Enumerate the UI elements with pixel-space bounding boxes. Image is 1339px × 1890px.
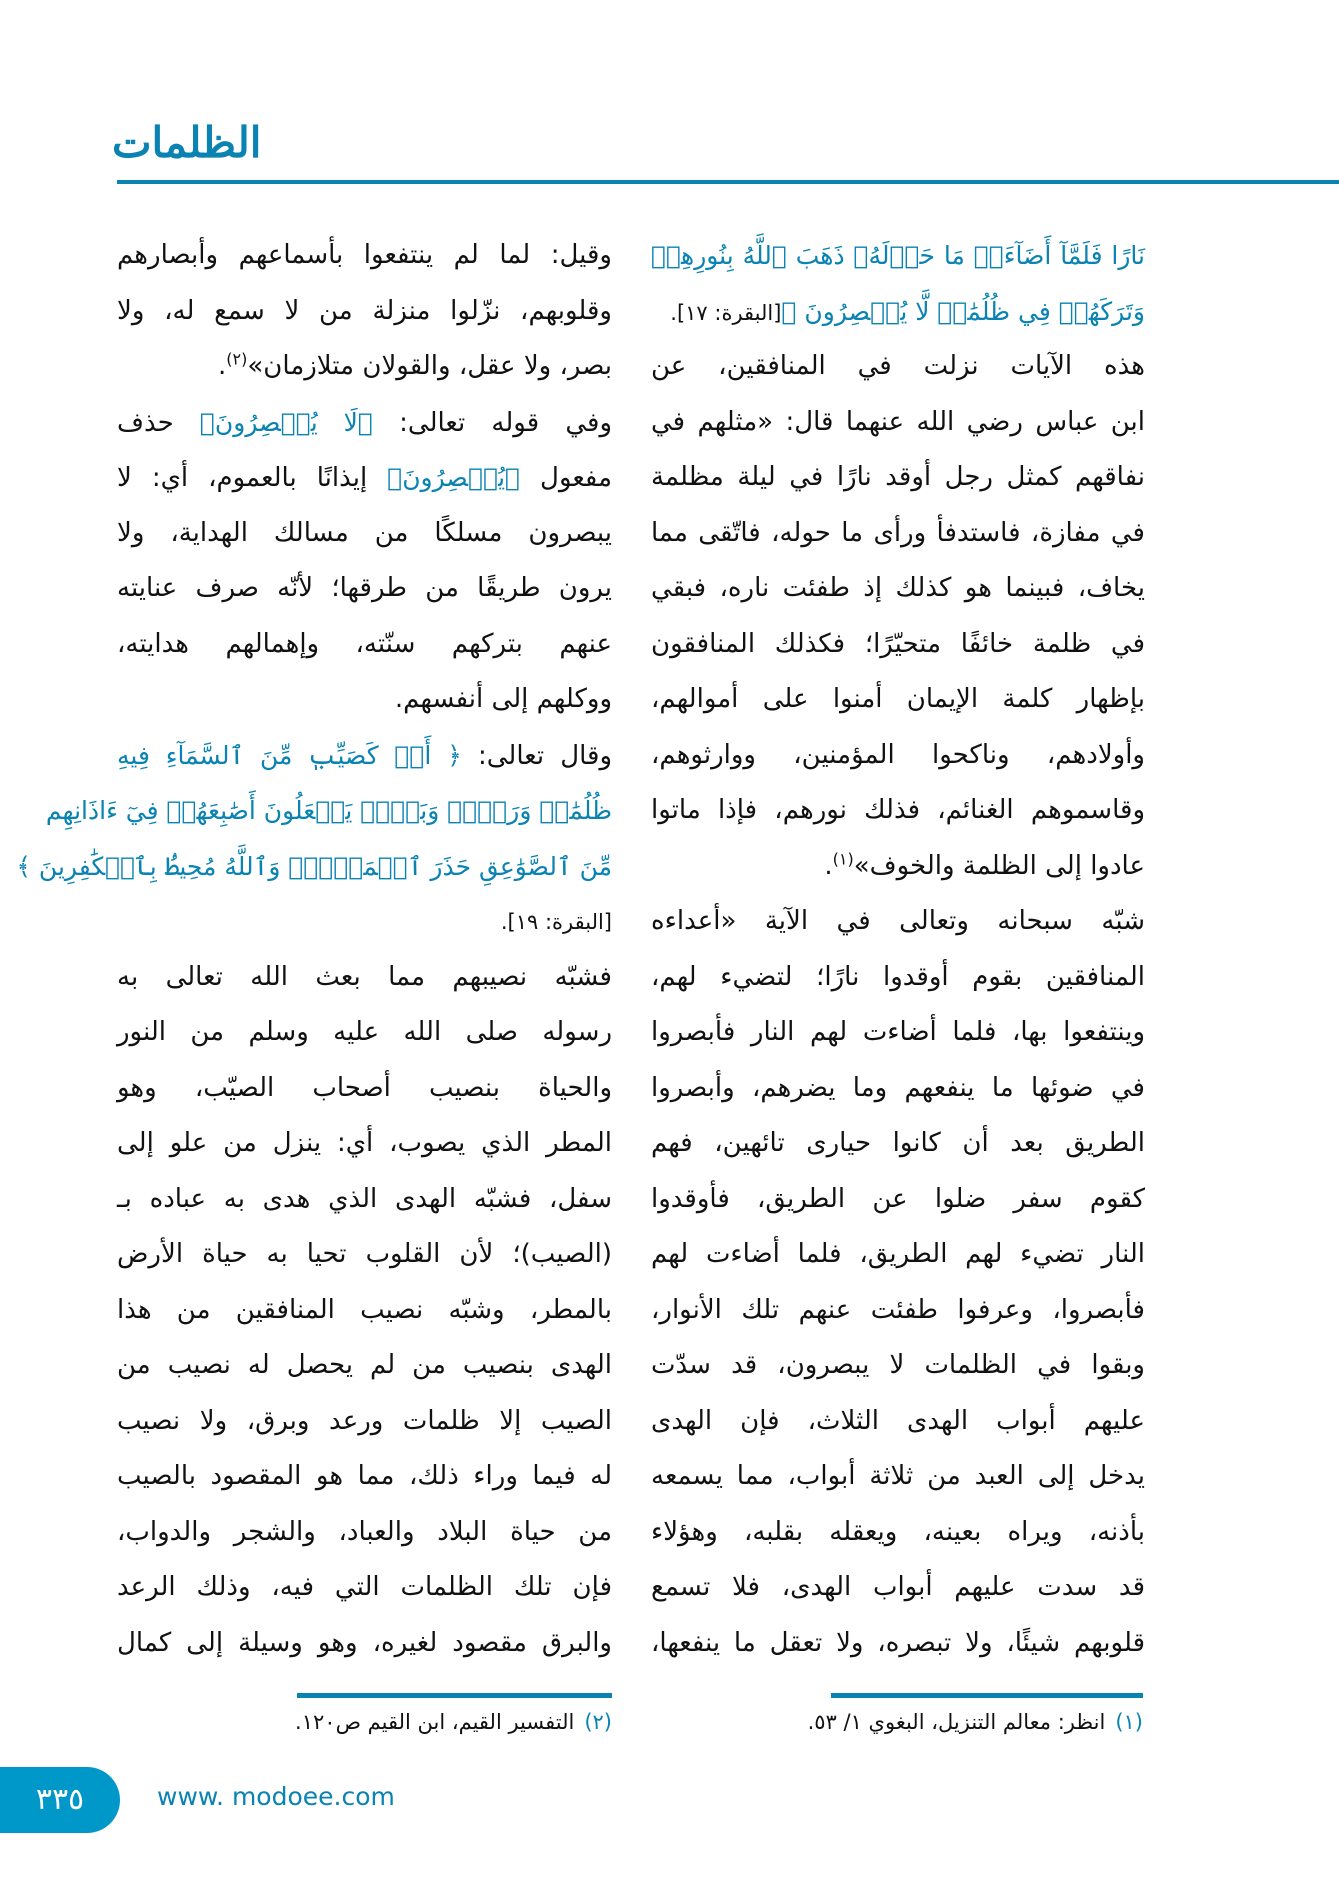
text-line bbox=[117, 506, 612, 562]
body-text: في ظلمة خائفًا متحيّرًا؛ فكذلك المنافقون bbox=[651, 628, 1145, 659]
body-text: في ضوئها ما ينفعهم وما يضرهم، وأبصروا bbox=[651, 1072, 1145, 1103]
body-text: فإن تلك الظلمات التي فيه، وذلك الرعد bbox=[117, 1572, 612, 1602]
body-text: يرون طريقًا من طرقها؛ لأنّه صرف عنايته bbox=[117, 573, 612, 603]
text-line bbox=[117, 728, 612, 784]
body-text: عنهم بتركهم سنّته، وإهمالهم هدايته، bbox=[117, 628, 612, 659]
body-text: والحياة بنصيب أصحاب الصيّب، وهو bbox=[117, 1072, 612, 1103]
text-line bbox=[16, 839, 612, 895]
text-line bbox=[117, 1616, 612, 1672]
text-line bbox=[117, 1227, 612, 1283]
text-line bbox=[117, 395, 612, 451]
text-line bbox=[651, 1449, 1145, 1505]
body-text: ووكلهم إلى أنفسهم. bbox=[394, 684, 612, 714]
body-text: بأذنه، ويراه بعينه، ويعقله بقلبه، وهؤلاء bbox=[651, 1516, 1145, 1547]
footnote-number: (٢) bbox=[584, 1710, 612, 1734]
body-text: والبرق مقصود لغيره، وهو وسيلة إلى كمال bbox=[117, 1627, 612, 1658]
body-text: الهدى بنصيب من لم يحصل له نصيب من bbox=[117, 1350, 612, 1380]
body-text: النار تضيء لهم الطريق، فلما أضاءت لهم bbox=[651, 1239, 1145, 1269]
text-line bbox=[651, 228, 1145, 284]
text-line bbox=[651, 1005, 1145, 1061]
text-line bbox=[651, 1172, 1145, 1228]
text-line bbox=[651, 339, 1145, 395]
body-text: وقيل: لما لم ينتفعوا بأسماعهم وأبصارهم bbox=[117, 240, 612, 270]
text-line bbox=[651, 1505, 1145, 1561]
text-line bbox=[651, 783, 1145, 839]
body-text: رسوله صلى الله عليه وسلم من النور bbox=[117, 1017, 612, 1047]
text-line bbox=[117, 1116, 612, 1172]
verse-citation: [البقرة: ١٧]. bbox=[670, 300, 782, 325]
text-line bbox=[651, 894, 1145, 950]
body-text: . bbox=[218, 351, 227, 381]
body-text: قلوبهم شيئًا، ولا تبصره، ولا تعقل ما ينفعها، bbox=[651, 1627, 1145, 1658]
text-line bbox=[651, 284, 1145, 340]
body-text: وبقوا في الظلمات لا يبصرون، قد سدّت bbox=[651, 1350, 1145, 1380]
text-line bbox=[651, 617, 1145, 673]
body-text: شبّه سبحانه وتعالى في الآية «أعداءه bbox=[651, 906, 1145, 936]
footnote-text: التفسير القيم، ابن القيم ص١٢٠. bbox=[295, 1710, 575, 1734]
text-line bbox=[117, 1449, 612, 1505]
body-text: يخاف، فبينما هو كذلك إذ طفئت ناره، فبقي bbox=[651, 573, 1145, 603]
text-line bbox=[117, 672, 612, 728]
body-text: من حياة البلاد والعباد، والشجر والدواب، bbox=[117, 1516, 612, 1547]
quran-verse: ﴿لَا يُبۡصِرُونَ﴾ bbox=[199, 407, 373, 437]
text-line bbox=[117, 561, 612, 617]
text-line bbox=[117, 1560, 612, 1616]
left-column bbox=[16, 228, 612, 1671]
text-line bbox=[651, 506, 1145, 562]
header-rule bbox=[117, 180, 1339, 184]
text-line bbox=[651, 672, 1145, 728]
text-line bbox=[651, 395, 1145, 451]
text-line bbox=[651, 1227, 1145, 1283]
text-line bbox=[651, 839, 1145, 895]
chapter-title: الظلمات bbox=[112, 118, 262, 167]
text-line bbox=[651, 1338, 1145, 1394]
body-text: وقاسموهم الغنائم، فذلك نورهم، فإذا ماتوا bbox=[651, 795, 1145, 825]
text-line bbox=[117, 450, 612, 506]
text-line bbox=[651, 1061, 1145, 1117]
body-text: يبصرون مسلكًا من مسالك الهداية، ولا bbox=[117, 517, 612, 548]
body-text: الطريق بعد أن كانوا حيارى تائهين، فهم bbox=[651, 1128, 1145, 1158]
body-text: عليهم أبواب الهدى الثلاث، فإن الهدى bbox=[651, 1405, 1145, 1436]
body-text: قد سدت عليهم أبواب الهدى، فلا تسمع bbox=[651, 1572, 1145, 1602]
text-line bbox=[651, 1116, 1145, 1172]
quran-verse: ﴿ أَوۡ كَصَيِّبٖ مِّنَ ٱلسَّمَآءِ فِيهِ bbox=[117, 740, 462, 770]
body-text: (الصيب)؛ لأن القلوب تحيا به حياة الأرض bbox=[117, 1239, 612, 1269]
quran-verse: ظُلُمَٰتٞ وَرَعۡدٞ وَبَرۡقٞ يَجۡعَلُونَ أَصَٰبِعَهُمۡ فِيٓ ءَاذَانِهِم bbox=[45, 796, 612, 825]
body-text: يدخل إلى العبد من ثلاثة أبواب، مما يسمعه bbox=[651, 1461, 1145, 1491]
body-text: نفاقهم كمثل رجل أوقد نارًا في ليلة مظلمة bbox=[651, 462, 1145, 492]
text-line bbox=[117, 1394, 612, 1450]
body-text: هذه الآيات نزلت في المنافقين، عن bbox=[651, 351, 1145, 381]
text-line bbox=[117, 1505, 612, 1561]
body-text: في مفازة، فاستدفأ ورأى ما حوله، فاتّقى مما bbox=[651, 517, 1145, 548]
quran-verse: نَارًا فَلَمَّآ أَضَآءَتۡ مَا حَوۡلَهُۥ ذَهَبَ ٱللَّهُ بِنُورِهِمۡ bbox=[651, 241, 1145, 270]
text-line bbox=[651, 728, 1145, 784]
text-line bbox=[117, 339, 612, 395]
quran-verse: ﴿يُبۡصِرُونَ﴾ bbox=[387, 463, 521, 492]
body-text: بالمطر، وشبّه نصيب المنافقين من هذا bbox=[117, 1294, 612, 1325]
body-text: الصيب إلا ظلمات ورعد وبرق، ولا نصيب bbox=[117, 1405, 612, 1436]
body-text: كقوم سفر ضلوا عن الطريق، فأوقدوا bbox=[651, 1183, 1145, 1214]
text-line bbox=[117, 1283, 612, 1339]
body-text: وأولادهم، وناكحوا المؤمنين، ووارثوهم، bbox=[651, 739, 1145, 770]
text-line bbox=[651, 450, 1145, 506]
body-text: وقال تعالى: bbox=[461, 740, 612, 771]
text-line bbox=[651, 561, 1145, 617]
footnote-1 bbox=[808, 1710, 1143, 1734]
body-text: له فيما وراء ذلك، مما هو المقصود بالصيب bbox=[117, 1461, 612, 1491]
text-line bbox=[117, 950, 612, 1006]
body-text: عادوا إلى الظلمة والخوف» bbox=[853, 850, 1145, 881]
body-text: فشبّه نصيبهم مما بعث الله تعالى به bbox=[117, 961, 612, 992]
body-text: المنافقين بقوم أوقدوا نارًا؛ لتضيء لهم، bbox=[651, 961, 1145, 992]
page-number-badge: ٣٣٥ bbox=[0, 1767, 120, 1833]
body-text: حذف bbox=[117, 407, 200, 438]
text-line bbox=[117, 1172, 612, 1228]
text-line bbox=[117, 894, 612, 950]
text-line bbox=[651, 1560, 1145, 1616]
footnote-ref: (١) bbox=[832, 848, 854, 868]
text-line bbox=[117, 228, 612, 284]
body-text: وقلوبهم، نزّلوا منزلة من لا سمع له، ولا bbox=[117, 295, 612, 326]
footnote-2 bbox=[295, 1710, 612, 1734]
footnote-text: انظر: معالم التنزيل، البغوي ١/ ٥٣. bbox=[807, 1710, 1106, 1734]
body-text: إيذانًا بالعموم، أي: لا bbox=[117, 463, 388, 493]
text-line bbox=[117, 284, 612, 340]
verse-citation: [البقرة: ١٩]. bbox=[500, 910, 612, 934]
text-line bbox=[651, 1616, 1145, 1672]
body-text: مفعول bbox=[520, 463, 612, 493]
body-text: بصر، ولا عقل، والقولان متلازمان» bbox=[247, 351, 612, 381]
text-line bbox=[45, 783, 612, 839]
text-line bbox=[651, 1394, 1145, 1450]
text-line bbox=[117, 617, 612, 673]
right-column bbox=[651, 228, 1145, 1671]
body-text: المطر الذي يصوب، أي: ينزل من علو إلى bbox=[117, 1128, 612, 1158]
body-text: وينتفعوا بها، فلما أضاءت لهم النار فأبصروا bbox=[651, 1017, 1145, 1047]
footnote-ref: (٢) bbox=[226, 349, 248, 369]
quran-verse: وَتَرَكَهُمۡ فِي ظُلُمَٰتٖ لَّا يُبۡصِرُونَ ﴾ bbox=[781, 296, 1145, 326]
body-text: بإظهار كلمة الإيمان أمنوا على أموالهم، bbox=[651, 684, 1145, 714]
text-line bbox=[117, 1005, 612, 1061]
body-text: . bbox=[824, 850, 833, 881]
body-text: فأبصروا، وعرفوا طفئت عنهم تلك الأنوار، bbox=[651, 1294, 1145, 1325]
footnote-rule-left bbox=[297, 1693, 612, 1698]
website-link[interactable]: www. modoee.com bbox=[157, 1782, 395, 1811]
footnote-number: (١) bbox=[1115, 1710, 1143, 1734]
body-text: ابن عباس رضي الله عنهما قال: «مثلهم في bbox=[651, 406, 1145, 437]
text-line bbox=[117, 1338, 612, 1394]
footnote-rule-right bbox=[831, 1693, 1143, 1698]
body-text: وفي قوله تعالى: bbox=[372, 407, 612, 438]
quran-verse: مِّنَ ٱلصَّوَٰعِقِ حَذَرَ ٱلۡمَوۡتِۚ وَٱللَّهُ مُحِيطُۢ بِٱلۡكَٰفِرِينَ ﴾ bbox=[16, 851, 612, 881]
text-line bbox=[651, 950, 1145, 1006]
text-line bbox=[117, 1061, 612, 1117]
text-line bbox=[651, 1283, 1145, 1339]
body-text: سفل، فشبّه الهدى الذي هدى به عباده بـ bbox=[117, 1183, 612, 1214]
